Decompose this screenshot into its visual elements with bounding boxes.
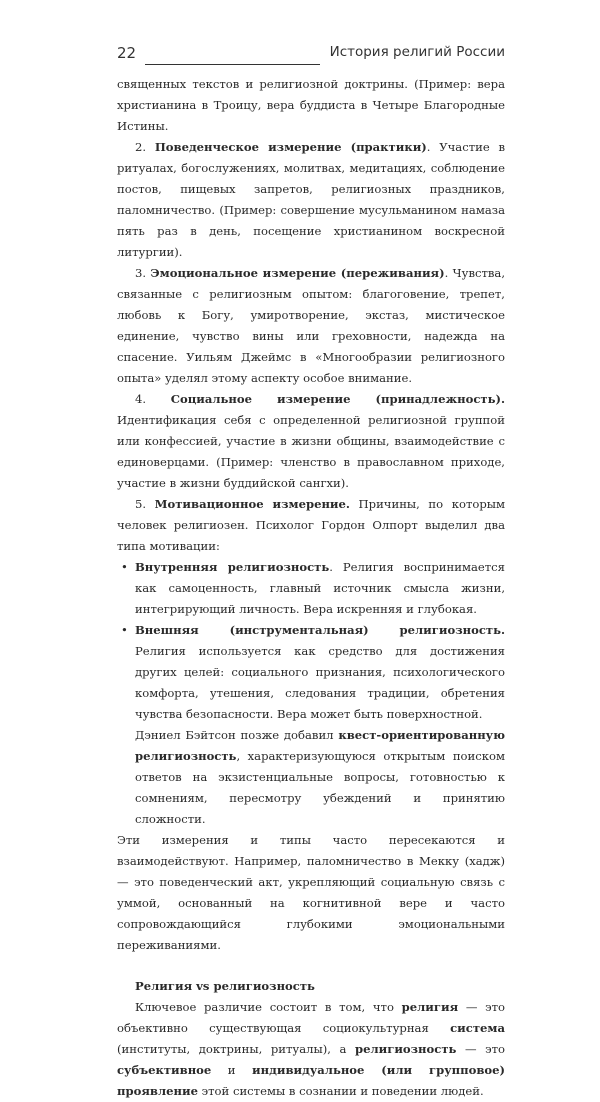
page-content — [117, 74, 505, 1102]
batson-text-start: Дэниел Бэйтсон позже добавил — [135, 728, 339, 742]
text-fragment: (институты, доктрины, ритуалы), а — [117, 1042, 355, 1056]
term-system: система — [450, 1021, 505, 1035]
list-item-social — [117, 389, 505, 494]
page-header — [117, 40, 505, 70]
list-item-behavioral — [117, 137, 505, 263]
bullet-title: Внутренняя религиозность — [135, 560, 330, 574]
term-subjective: субъективное — [117, 1063, 212, 1077]
running-title: История религий России — [329, 44, 505, 60]
item-number: 4. — [135, 392, 147, 406]
section-heading — [117, 976, 505, 997]
item-title: Поведенческое измерение (практики) — [154, 140, 427, 154]
text-fragment: — это — [456, 1042, 505, 1056]
header-rule — [145, 64, 320, 65]
item-title: Социальное измерение (принадлежность). — [170, 392, 505, 406]
batson-paragraph — [117, 725, 505, 830]
paragraph-key-difference — [117, 997, 505, 1102]
text-fragment: этой системы в сознании и поведении людей. — [197, 1084, 484, 1098]
item-text: Идентификация себя с определенной религиозной группой или конфессией, участие в жизни общины, взаимодействие с единоверцами. (Пример: членство в православном приходе, участие в жизни буддийской сангхи). — [117, 413, 505, 490]
bullet-title: Внешняя (инструментальная) религиозность. — [135, 623, 505, 637]
page-number: 22 — [117, 44, 137, 62]
text-fragment: Ключевое различие состоит в том, что — [135, 1000, 402, 1014]
item-number: 5. — [135, 497, 147, 511]
text-fragment: и — [211, 1063, 253, 1077]
term-religion: религия — [401, 1000, 459, 1014]
paragraph-continuation: священных текстов и религиозной доктрины. (Пример: вера христианина в Троицу, вера буддиста в Четыре Благородные Истины. — [117, 77, 505, 133]
list-item-motivational — [117, 494, 505, 557]
item-text: Причины, по которым человек религиозен. Психолог Гордон Олпорт выделил два типа мотивации: — [117, 497, 506, 553]
item-title: Эмоциональное измерение (переживания) — [150, 266, 445, 280]
list-item-emotional — [117, 263, 505, 389]
item-text: . Чувства, связанные с религиозным опытом: благоговение, трепет, любовь к Богу, умиротворение, экстаз, мистическое единение, чувство вины или греховности, надежда на спасение. Уильям Джеймс в «Многообразии религиозного опыта» уделял этому аспекту особое внимание. — [117, 266, 506, 385]
section-title: Религия vs религиозность — [135, 979, 315, 993]
bullet-extrinsic — [121, 620, 505, 725]
item-text: . Участие в ритуалах, богослужениях, молитвах, медитациях, соблюдение постов, пищевых запретов, религиозных праздников, паломничество. (Пример: совершение мусульманином намаза пять раз в день, посещение христианином воскресной литургии). — [117, 140, 505, 259]
motivation-bullet-list — [117, 557, 505, 725]
bullet-text: Религия используется как средство для достижения других целей: социального признания, психологического комфорта, утешения, следования традиции, обретения чувства безопасности. Вера может быть поверхностной. — [135, 644, 505, 721]
term-religiosity: религиозность — [354, 1042, 457, 1056]
paragraph-intersection: Эти измерения и типы часто пересекаются и взаимодействуют. Например, паломничество в Мекку (хадж) — это поведенческий акт, укрепляющий социальную связь с уммой, основанный на когнитивной вере и часто сопровождающийся глубокими эмоциональными переживаниями. — [117, 833, 505, 952]
bullet-marker: • — [121, 560, 128, 574]
item-title: Мотивационное измерение. — [154, 497, 350, 511]
text-fragment: — это объективно существующая социокультурная — [117, 1000, 505, 1035]
item-number: 2. — [135, 140, 147, 154]
batson-text-end: , характеризующуюся открытым поиском ответов на экзистенциальные вопросы, готовностью к сомнениям, пересмотру убеждений и принятию сложности. — [135, 749, 505, 826]
bullet-intrinsic — [121, 557, 505, 620]
bullet-text: . Религия воспринимается как самоценность, главный источник смысла жизни, интегрирующий личность. Вера искренняя и глубокая. — [135, 560, 505, 616]
bullet-marker: • — [121, 623, 128, 637]
item-number: 3. — [135, 266, 147, 280]
quest-religiosity-term: квест-ориентированную религиозность — [135, 728, 505, 763]
term-individual: индивидуальное (или групповое) проявление — [117, 1063, 505, 1098]
